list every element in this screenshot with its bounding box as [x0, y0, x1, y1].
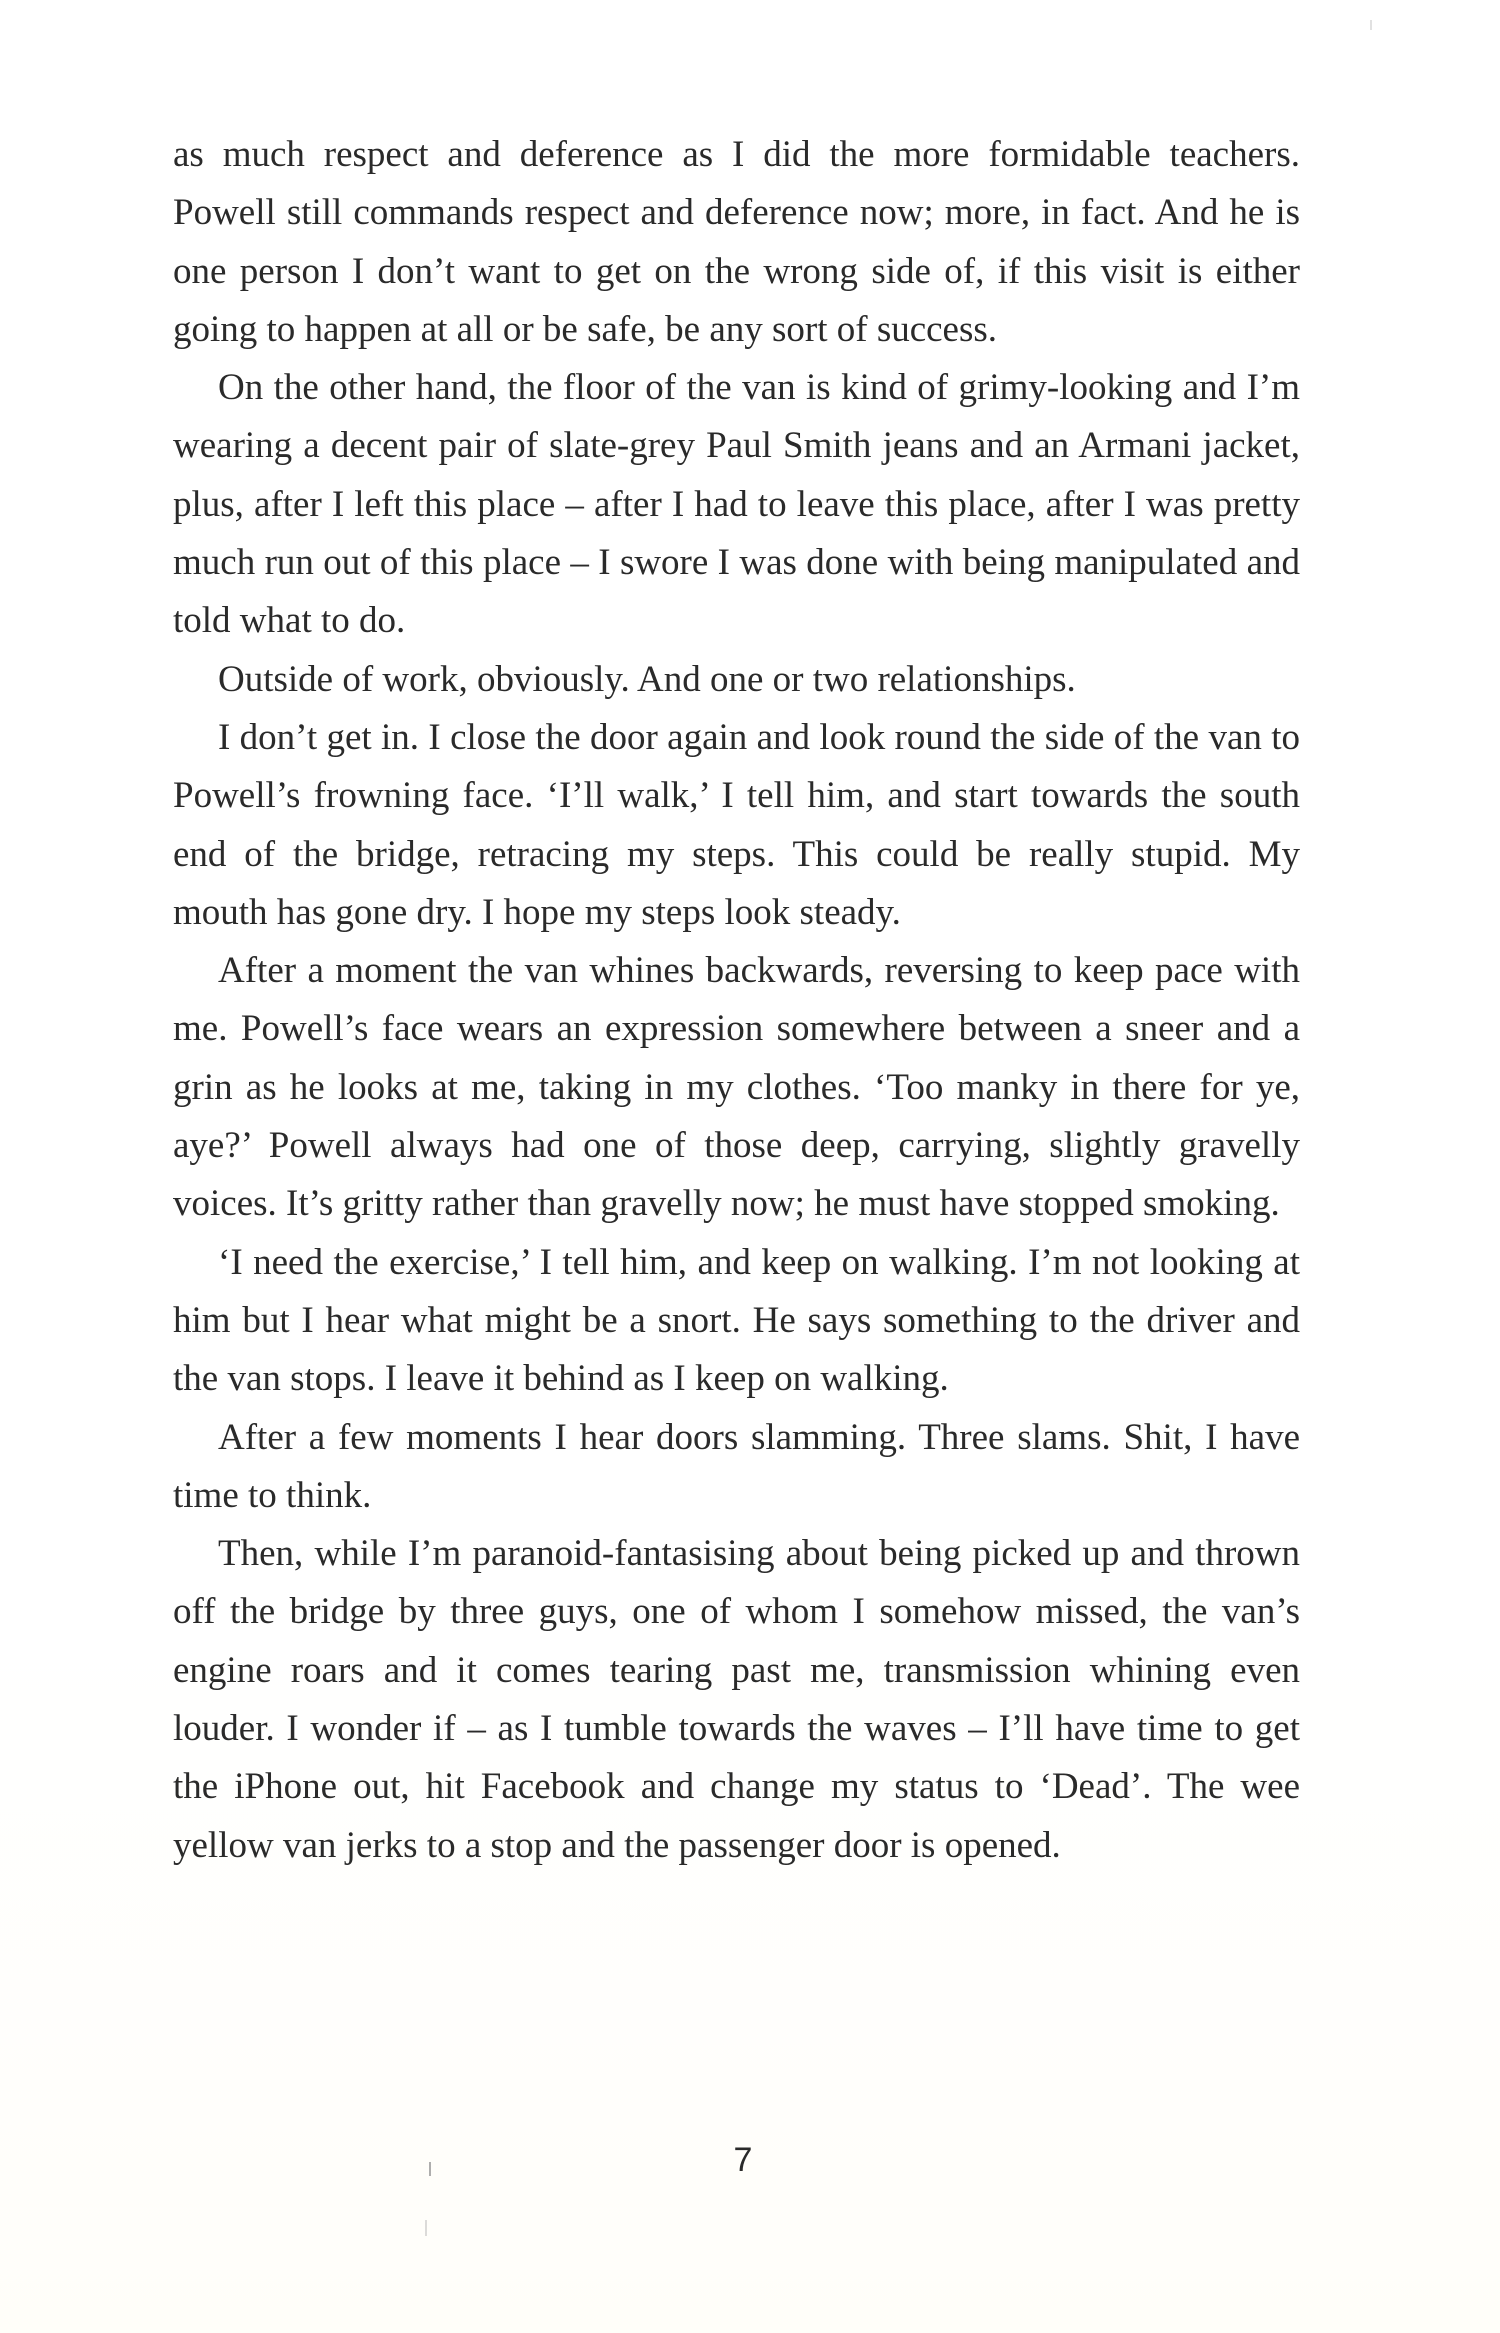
paragraph-5: After a moment the van whines backwards, reversing to keep pace with me. Powell’s face wears an expression somewhere between a sneer and a grin as he looks at me, taking in my clothes. ‘Too manky in there for ye, aye?’ Powell always had one of those deep, carrying, slightly gravelly voices. It’s gritty rather than gravelly now; he must have stopped smoking.	[173, 950, 1300, 1225]
paragraph-7: After a few moments I hear doors slamming. Three slams. Shit, I have time to think.	[173, 1416, 1300, 1516]
body-text	[173, 126, 1300, 1875]
paragraph-6: ‘I need the exercise,’ I tell him, and keep on walking. I’m not looking at him but I hear what might be a snort. He says something to the driver and the van stops. I leave it behind as I keep on walking.	[173, 1241, 1300, 1400]
page-number: 7	[733, 2141, 753, 2179]
scan-artifact	[429, 2162, 431, 2176]
paragraph-2: On the other hand, the floor of the van is kind of grimy-looking and I’m wearing a decent pair of slate-grey Paul Smith jeans and an Armani jacket, plus, after I left this place – after I had to leave this place, after I was pretty much run out of this place – I swore I was done with being manipulated and told what to do.	[173, 367, 1300, 642]
paragraph-3: Outside of work, obviously. And one or two relationships.	[218, 658, 1076, 700]
paragraph-1: as much respect and deference as I did the more formidable teachers. Powell still commands respect and deference now; more, in fact. And he is one person I don’t want to get on the wrong side of, if this visit is either going to happen at all or be safe, be any sort of success.	[173, 134, 1300, 350]
paragraph-8: Then, while I’m paranoid-fantasising about being picked up and thrown off the bridge by three guys, one of whom I somehow missed, the van’s engine roars and it comes tearing past me, transmission whining even louder. I wonder if – as I tumble towards the waves – I’ll have time to get the iPhone out, hit Facebook and change my status to ‘Dead’. The wee yellow van jerks to a stop and the passenger door is opened.	[173, 1533, 1300, 1866]
scan-artifact	[1370, 20, 1372, 30]
paragraph-4: I don’t get in. I close the door again and look round the side of the van to Powell’s frowning face. ‘I’ll walk,’ I tell him, and start towards the south end of the bridge, retracing my steps. This could be really stupid. My mouth has gone dry. I hope my steps look steady.	[173, 716, 1300, 933]
scan-artifact	[425, 2220, 427, 2236]
